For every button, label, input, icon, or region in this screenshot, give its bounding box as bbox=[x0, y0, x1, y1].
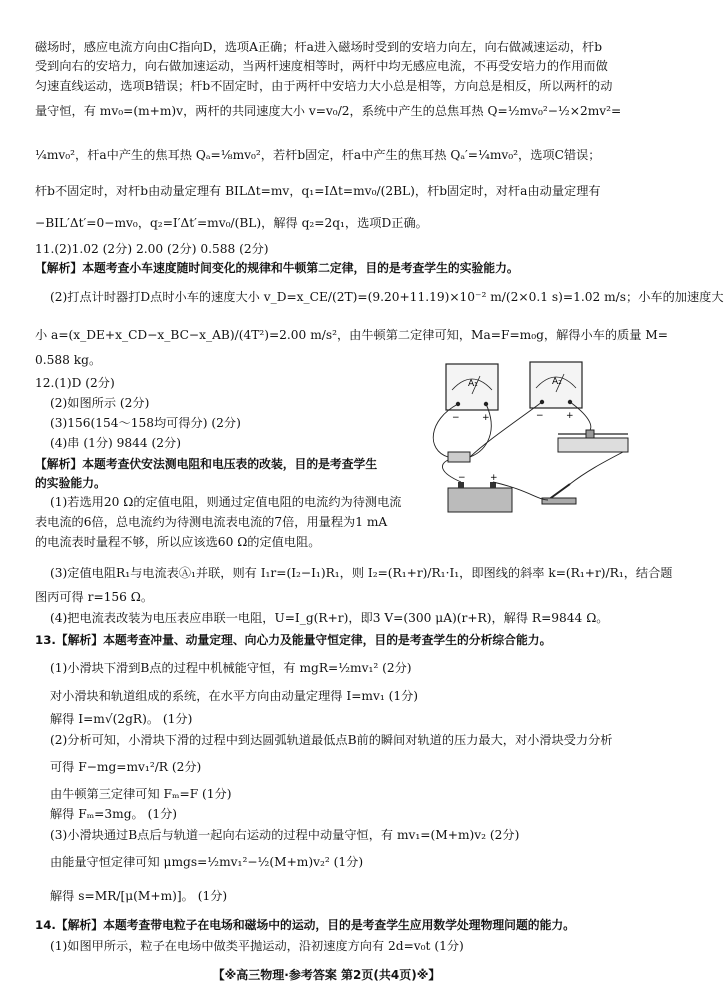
text-line: (3)小滑块通过B点后与轨道一起向右运动的过程中动量守恒，有 mv₁=(M+m)v₂ (2分) bbox=[50, 828, 520, 842]
text-line: (1)小滑块下滑到B点的过程中机械能守恒，有 mgR=½mv₁² (2分) bbox=[50, 661, 412, 675]
text-line: 11.(2)1.02 (2分) 2.00 (2分) 0.588 (2分) bbox=[35, 242, 269, 256]
plus-mark-1: + bbox=[482, 413, 490, 423]
text-line: 受到向右的安培力，向右做加速运动，当两杆速度相等时，两杆中均无感应电流，不再受安培力的作用而做 bbox=[35, 59, 608, 73]
minus-mark-1: − bbox=[452, 413, 460, 423]
text-line: 12.(1)D (2分) bbox=[35, 376, 115, 390]
page-footer: 【※高三物理·参考答案 第2页(共4页)※】 bbox=[212, 968, 441, 982]
text-line: (1)若选用20 Ω的定值电阻，则通过定值电阻的电流约为待测电流 bbox=[50, 495, 402, 509]
text-line: 小 a=(x_DE+x_CD−x_BC−x_AB)/(4T²)=2.00 m/s²，由牛顿第二定律可知，Ma=F=m₀g，解得小车的质量 M= bbox=[35, 328, 668, 342]
text-line: 解得 Fₘ=3mg。 (1分) bbox=[50, 807, 178, 821]
meter2-label: A₂ bbox=[552, 377, 562, 387]
text-line: (1)如图甲所示，粒子在电场中做类平抛运动，沿初速度方向有 2d=v₀t (1分) bbox=[50, 939, 464, 953]
circuit-diagram bbox=[418, 360, 638, 520]
text-line: 由牛顿第三定律可知 Fₘ=F (1分) bbox=[50, 787, 232, 801]
text-line: (4)串 (1分) 9844 (2分) bbox=[50, 436, 181, 450]
text-line: 匀速直线运动，选项B错误；杆b不固定时，由于两杆中安培力大小总是相等，方向总是相反，所以两杆的动 bbox=[35, 79, 613, 93]
minus-mark-2: − bbox=[536, 411, 544, 421]
text-line: 0.588 kg。 bbox=[35, 353, 102, 367]
meter1-label: A₁ bbox=[468, 379, 478, 389]
text-line: 【解析】本题考查伏安法测电阻和电压表的改装，目的是考查学生 bbox=[35, 457, 378, 471]
text-line: (2)打点计时器打D点时小车的速度大小 v_D=x_CE/(2T)=(9.20+11.19)×10⁻² m/(2×0.1 s)=1.02 m/s；小车的加速度大 bbox=[50, 290, 724, 304]
text-line: 的电流表时量程不够，所以应该选60 Ω的定值电阻。 bbox=[35, 535, 321, 549]
text-line: (3)156(154～158均可得分) (2分) bbox=[50, 416, 241, 430]
text-line: ¼mv₀²，杆a中产生的焦耳热 Qₐ=⅛mv₀²，若杆b固定，杆a中产生的焦耳热 Qₐ′=¼mv₀²，选项C错误； bbox=[35, 148, 601, 162]
text-line: 量守恒，有 mv₀=(m+m)v，两杆的共同速度大小 v=v₀/2，系统中产生的总焦耳热 Q=½mv₀²−½×2mv²= bbox=[35, 104, 622, 118]
text-line: 解得 I=m√(2gR)。 (1分) bbox=[50, 712, 193, 726]
text-line: 解得 s=MR/[μ(M+m)]。 (1分) bbox=[50, 889, 228, 903]
text-line: 13.【解析】本题考查冲量、动量定理、向心力及能量守恒定律，目的是考查学生的分析综合能力。 bbox=[35, 633, 552, 647]
text-line: 表电流的6倍，总电流约为待测电流表电流的7倍，用量程为1 mA bbox=[35, 515, 388, 529]
text-line: (4)把电流表改装为电压表应串联一电阻，U=I_g(R+r)，即3 V=(300 μA)(r+R)，解得 R=9844 Ω。 bbox=[50, 611, 609, 625]
text-line: (2)分析可知，小滑块下滑的过程中到达圆弧轨道最低点B前的瞬间对轨道的压力最大，对小滑块受力分析 bbox=[50, 733, 613, 747]
text-line: (3)定值电阻R₁与电流表Ⓐ₁并联，则有 I₁r=(I₂−I₁)R₁，则 I₂=(R₁+r)/R₁·I₁，即图线的斜率 k=(R₁+r)/R₁，结合题 bbox=[50, 566, 673, 580]
text-line: 磁场时，感应电流方向由C指向D，选项A正确；杆a进入磁场时受到的安培力向左，向右做减速运动，杆b bbox=[35, 40, 603, 54]
plus-mark-2: + bbox=[566, 411, 574, 421]
text-line: 对小滑块和轨道组成的系统，在水平方向由动量定理得 I=mv₁ (1分) bbox=[50, 689, 419, 703]
text-line: −BIL′Δt′=0−mv₀，q₂=I′Δt′=mv₀/(BL)，解得 q₂=2q₁，选项D正确。 bbox=[35, 216, 428, 230]
text-line: 由能量守恒定律可知 μmgs=½mv₁²−½(M+m)v₂² (1分) bbox=[50, 855, 364, 869]
text-line: 可得 F−mg=mv₁²/R (2分) bbox=[50, 760, 202, 774]
text-line: 【解析】本题考查小车速度随时间变化的规律和牛顿第二定律，目的是考查学生的实验能力。 bbox=[35, 261, 519, 275]
minus-mark-3: − bbox=[458, 473, 466, 483]
text-line: 14.【解析】本题考查带电粒子在电场和磁场中的运动，目的是考查学生应用数学处理物理问题的能力。 bbox=[35, 918, 575, 932]
text-line: 的实验能力。 bbox=[35, 476, 106, 490]
plus-mark-3: + bbox=[490, 473, 498, 483]
text-line: 杆b不固定时，对杆b由动量定理有 BILΔt=mv，q₁=IΔt=mv₀/(2BL)，杆b固定时，对杆a由动量定理有 bbox=[35, 184, 601, 198]
text-line: (2)如图所示 (2分) bbox=[50, 396, 150, 410]
text-line: 图丙可得 r=156 Ω。 bbox=[35, 590, 154, 604]
